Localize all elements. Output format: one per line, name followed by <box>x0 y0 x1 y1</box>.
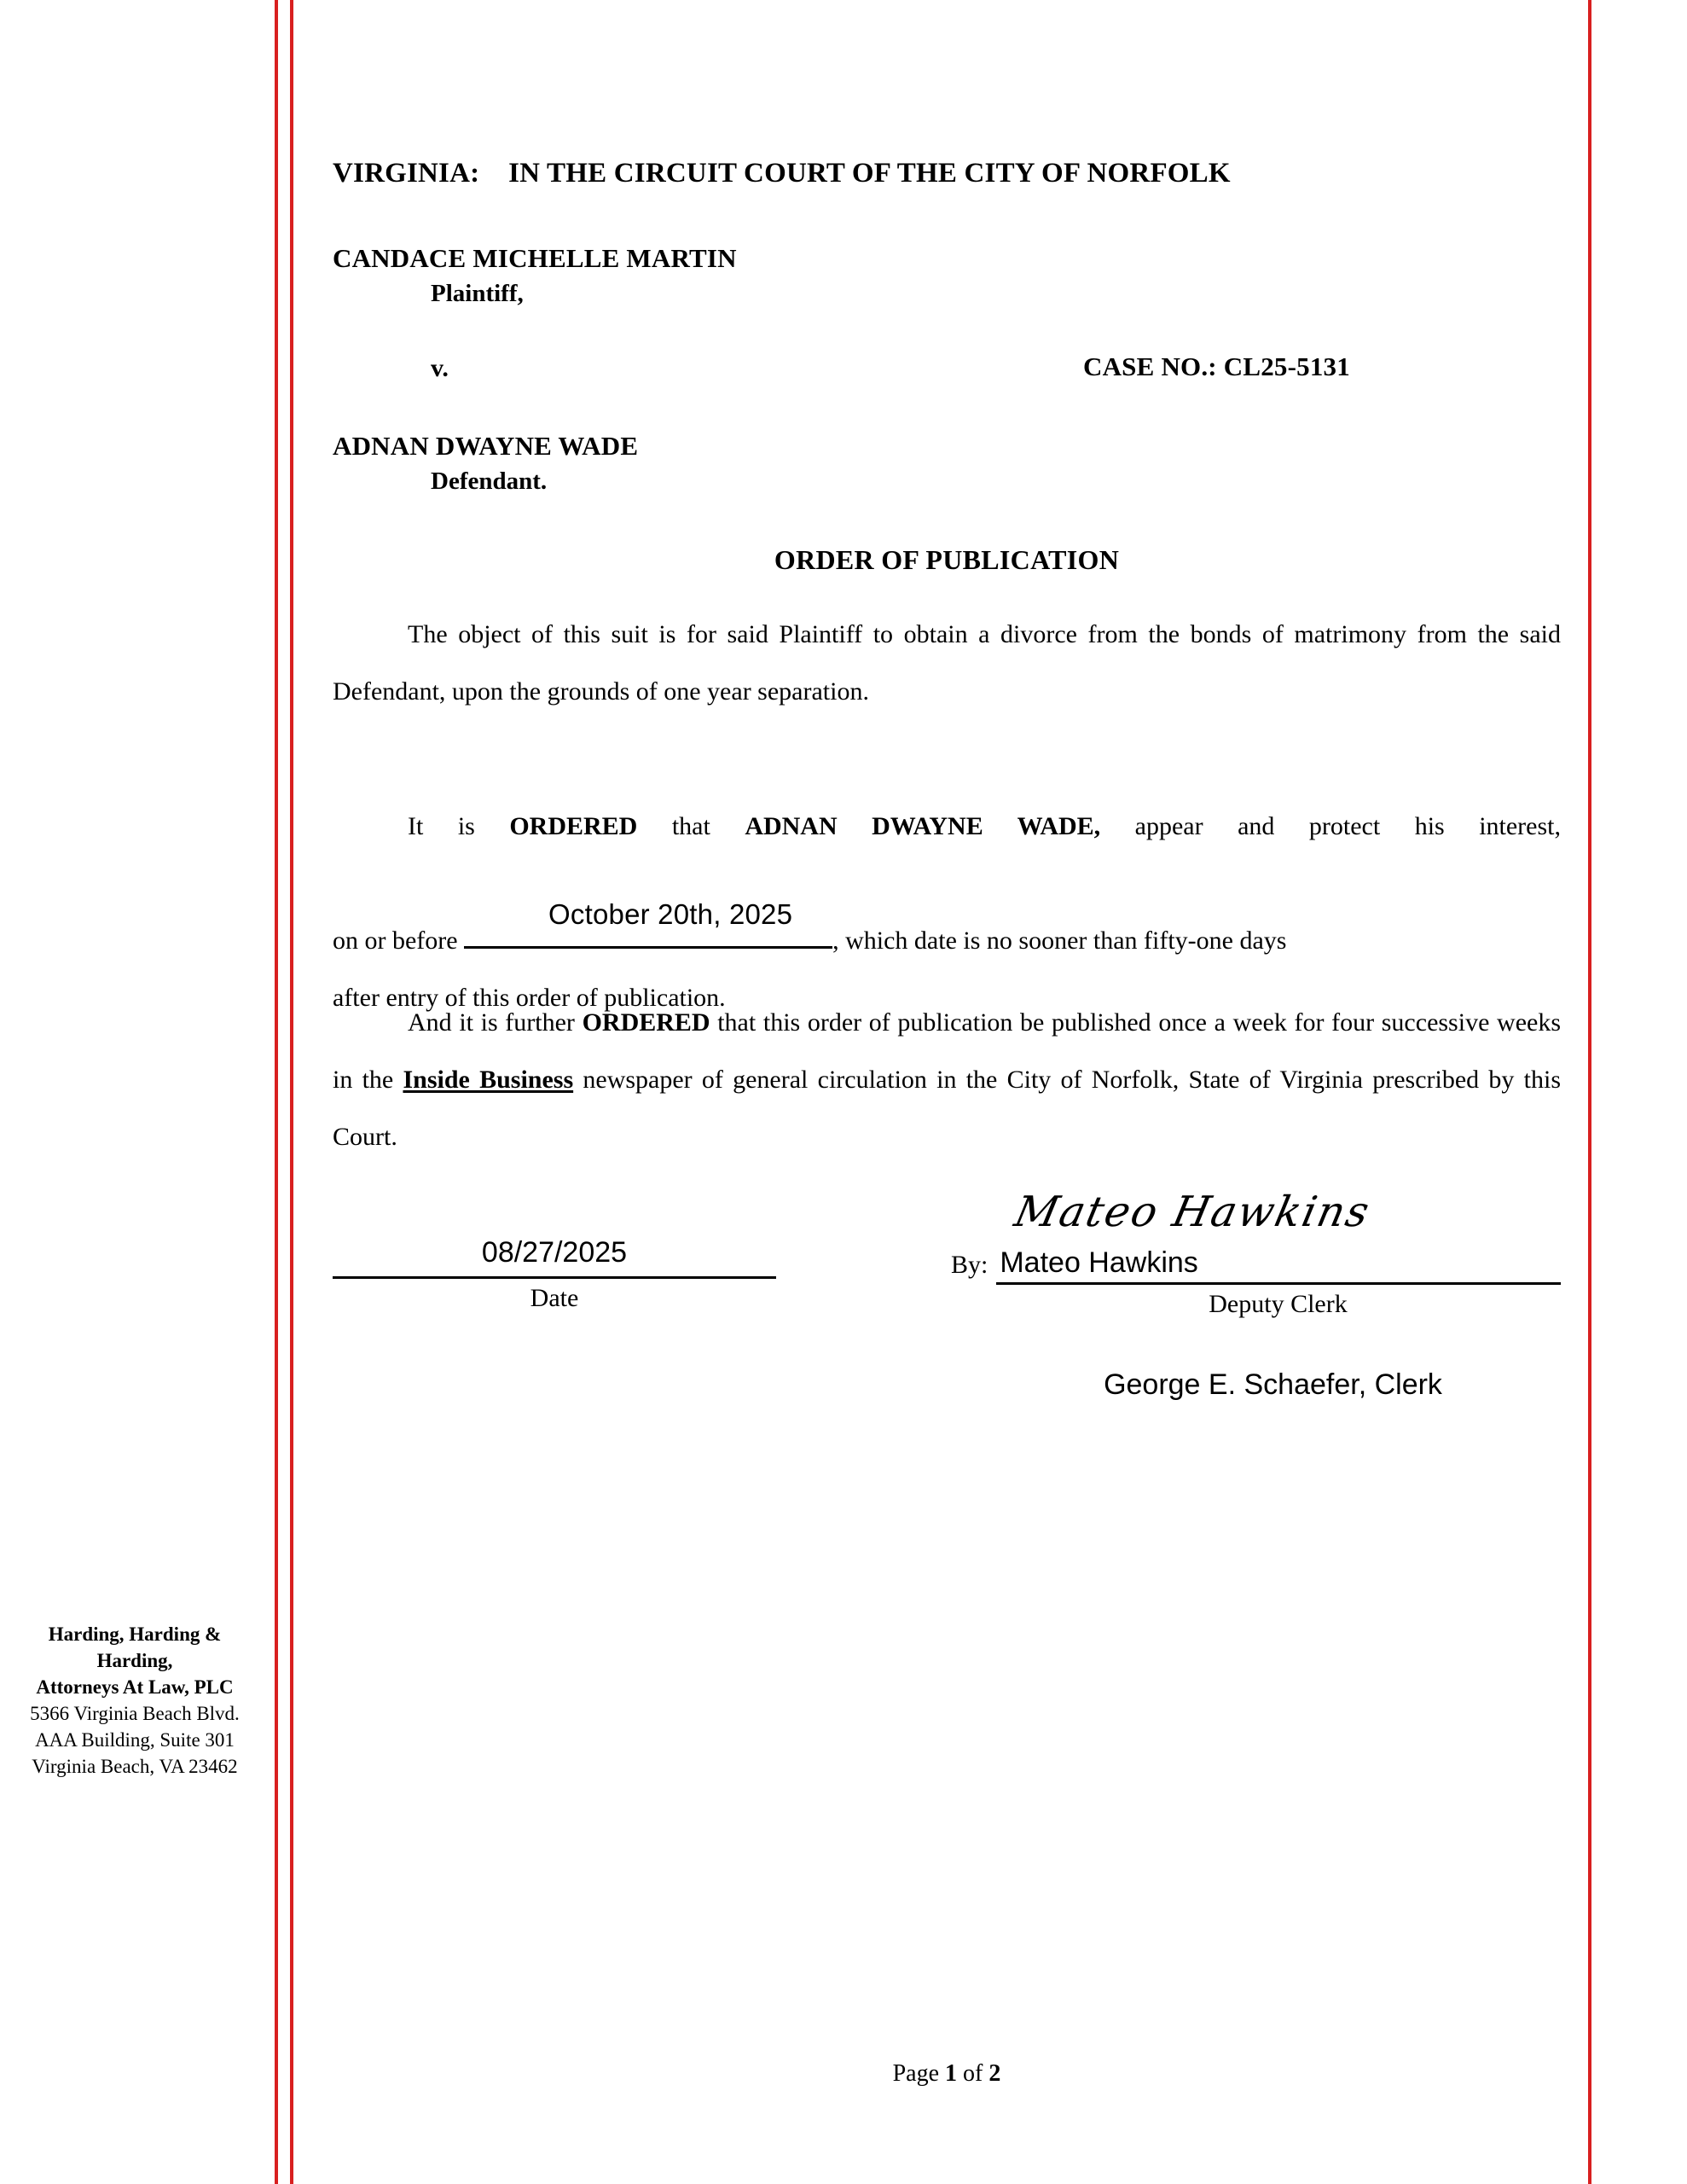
entry-date-value[interactable]: 08/27/2025 <box>481 1236 628 1269</box>
paragraph-object-of-suit <box>333 606 1561 720</box>
page-footer-prefix: Page <box>892 2060 946 2087</box>
left-margin-rule-outer <box>275 0 278 2184</box>
clerk-of-court-name: George E. Schaefer, Clerk <box>1104 1368 1442 1401</box>
defendant-role-label: Defendant. <box>431 468 548 495</box>
appearance-date-blank[interactable] <box>464 898 832 949</box>
right-margin-rule <box>1588 0 1591 2184</box>
ordered-suffix: appear and protect his interest, <box>1100 812 1561 840</box>
ordered-date-tail: , which date is no sooner than fifty-one days <box>832 926 1287 955</box>
versus-label: v. <box>431 354 449 382</box>
law-firm-address-line-2: AAA Building, Suite 301 <box>35 1729 235 1751</box>
law-firm-name-line-3: Attorneys At Law, PLC <box>36 1676 234 1698</box>
law-firm-name-line-1: Harding, Harding & <box>48 1623 222 1645</box>
paragraph-publication <box>333 994 1561 1165</box>
law-firm-address-line-1: 5366 Virginia Beach Blvd. <box>30 1703 240 1724</box>
date-caption-label: Date <box>530 1284 579 1312</box>
ordered-appear-line-2 <box>333 898 1561 969</box>
by-label: By: <box>951 1251 988 1279</box>
law-firm-address-line-3: Virginia Beach, VA 23462 <box>32 1756 238 1777</box>
law-firm-footer <box>7 1621 263 1780</box>
handwritten-signature: Mateo Hawkins <box>1010 1188 1375 1236</box>
paragraph-ordered-appear <box>333 798 1561 1026</box>
page-footer-current: 1 <box>945 2060 958 2087</box>
document-body <box>333 0 1561 2184</box>
paragraph-object-of-suit-text: The object of this suit is for said Plaintiff to obtain a divorce from the bonds of matrimony from the said Defendant, upon the grounds of one year separation. <box>333 620 1561 706</box>
publication-middle: that this order of publication be published once a week for four successive weeks in the <box>333 1008 1562 1094</box>
on-or-before-label: on or before <box>333 926 458 955</box>
defendant-name: ADNAN DWAYNE WADE <box>333 431 639 461</box>
page-footer-middle: of <box>957 2060 989 2087</box>
clerk-signature-line[interactable] <box>996 1243 1561 1285</box>
court-caption: VIRGINIA: IN THE CIRCUIT COURT OF THE CITY OF NORFOLK <box>333 158 1231 189</box>
ordered-keyword: ORDERED <box>509 812 638 840</box>
plaintiff-role-label: Plaintiff, <box>431 280 524 307</box>
page-title: ORDER OF PUBLICATION <box>774 544 1120 575</box>
ordered-defendant-name: ADNAN DWAYNE WADE, <box>745 812 1101 840</box>
case-number: CASE NO.: CL25-5131 <box>1083 351 1350 381</box>
page-footer <box>333 2060 1561 2088</box>
page-footer-total: 2 <box>988 2060 1001 2087</box>
ordered-appear-line-3: after entry of this order of publication. <box>333 984 726 1012</box>
left-margin-rule-inner <box>290 0 293 2184</box>
date-signature-column <box>333 1228 776 1313</box>
appearance-date-value: October 20th, 2025 <box>548 898 793 930</box>
publication-suffix: newspaper of general circulation in the City of Norfolk, State of Virginia prescribed by this Court. <box>333 1066 1561 1151</box>
law-firm-name-line-2: Harding, <box>96 1650 173 1671</box>
plaintiff-name: CANDACE MICHELLE MARTIN <box>333 243 737 273</box>
publication-ordered-keyword: ORDERED <box>582 1008 710 1037</box>
publication-prefix: And it is further <box>408 1008 583 1037</box>
ordered-prefix: It is <box>408 812 510 840</box>
deputy-clerk-caption-label: Deputy Clerk <box>1209 1290 1348 1318</box>
clerk-signature-value: Mateo Hawkins <box>1000 1246 1198 1279</box>
newspaper-name: Inside Business <box>403 1066 574 1094</box>
clerk-signature-column <box>951 1182 1561 1402</box>
by-signature-row <box>951 1243 1561 1285</box>
ordered-middle: that <box>637 812 745 840</box>
